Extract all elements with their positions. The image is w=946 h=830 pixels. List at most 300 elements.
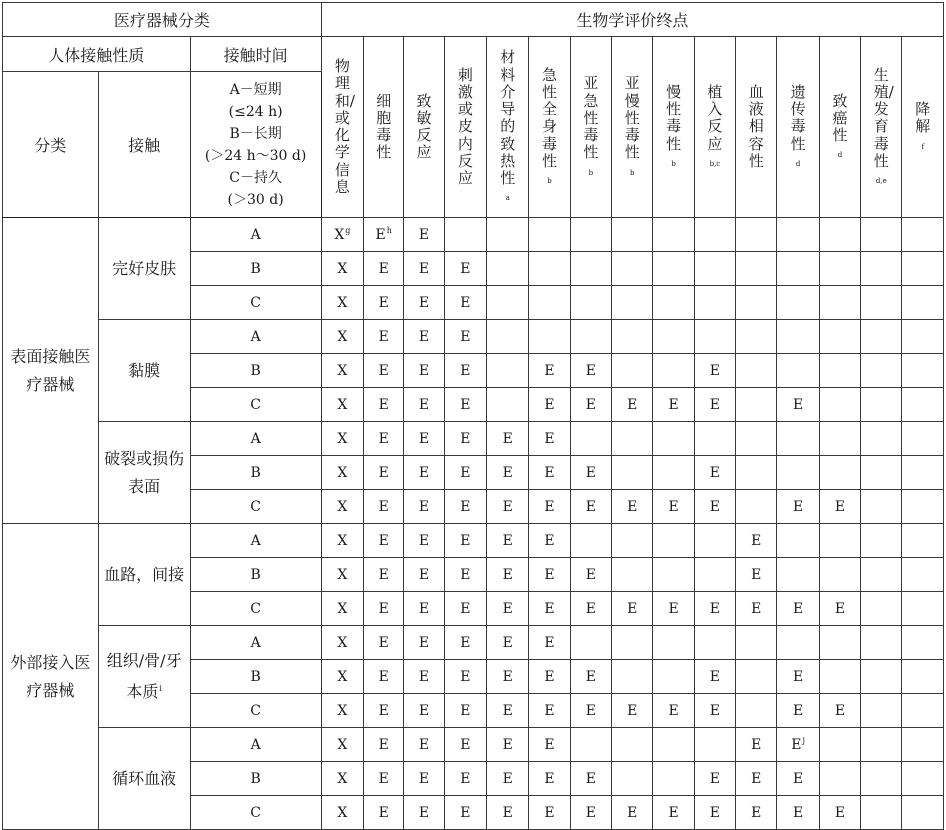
- cell-mark-text: E: [418, 498, 430, 515]
- cell-mark-text: X: [337, 804, 348, 821]
- endpoint-label: 血液相容性: [748, 82, 764, 170]
- endpoint-cell: [777, 558, 819, 592]
- cell-mark-text: E: [378, 498, 389, 515]
- endpoint-cell: [570, 490, 611, 524]
- cell-mark-text: X: [337, 634, 348, 651]
- cell-mark-text: E: [834, 498, 846, 515]
- cell-mark-text: E: [460, 430, 471, 447]
- endpoint-header-acute-systemic: [529, 37, 570, 218]
- endpoint-cell: [777, 286, 819, 320]
- cell-mark-text: E: [378, 532, 389, 549]
- endpoint-cell: [861, 218, 902, 252]
- footnote-marker: h: [386, 226, 392, 235]
- cell-mark-text: E: [418, 430, 430, 447]
- cell-mark-text: X: [337, 600, 348, 617]
- duration-cell: A: [190, 422, 321, 456]
- endpoint-cell: [777, 218, 819, 252]
- endpoint-cell: [444, 252, 486, 286]
- endpoint-header-reproductive: [861, 37, 902, 218]
- endpoint-cell: [364, 320, 404, 354]
- endpoint-cell: [819, 388, 860, 422]
- endpoint-cell: [612, 490, 653, 524]
- cell-mark-text: E: [751, 804, 762, 821]
- duration-cell: B: [190, 558, 321, 592]
- endpoint-cell: [570, 286, 611, 320]
- endpoint-cell: [694, 456, 735, 490]
- endpoint-cell: [570, 422, 611, 456]
- cell-mark-text: E: [378, 600, 389, 617]
- endpoint-cell: [364, 592, 404, 626]
- endpoint-cell: [487, 558, 529, 592]
- duration-cell: A: [190, 218, 321, 252]
- duration-cell: B: [190, 456, 321, 490]
- endpoint-cell: [444, 218, 486, 252]
- endpoint-cell: [570, 796, 611, 830]
- endpoint-header-genotoxicity: [777, 37, 819, 218]
- endpoint-cell: [529, 524, 570, 558]
- endpoint-cell: [612, 422, 653, 456]
- endpoint-cell: [819, 592, 860, 626]
- cell-mark-text: X: [337, 702, 348, 719]
- endpoint-cell: [653, 728, 694, 762]
- cell-mark-text: E: [544, 804, 555, 821]
- duration-cell: C: [190, 796, 321, 830]
- endpoint-cell: [321, 354, 363, 388]
- cell-mark-text: E: [792, 804, 804, 821]
- endpoint-cell: [653, 490, 694, 524]
- endpoint-cell: [487, 490, 529, 524]
- cell-mark-text: E: [418, 362, 430, 379]
- endpoint-cell: [321, 796, 363, 830]
- cell-mark-text: X: [337, 736, 348, 753]
- cell-mark-text: E: [791, 737, 802, 753]
- cell-mark-text: E: [585, 600, 596, 617]
- cell-mark-text: X: [337, 362, 348, 379]
- cell-mark-text: E: [418, 770, 430, 787]
- endpoint-cell: [653, 286, 694, 320]
- endpoint-cell: [861, 796, 902, 830]
- endpoint-label: 物理和/或化学信息: [334, 57, 355, 196]
- endpoint-cell: [612, 558, 653, 592]
- endpoint-cell: [902, 388, 944, 422]
- endpoint-label: 细胞毒性: [376, 91, 392, 162]
- endpoint-cell: [694, 252, 735, 286]
- endpoint-cell: [819, 354, 860, 388]
- endpoint-cell: [819, 218, 860, 252]
- cell-mark-text: E: [418, 736, 430, 753]
- contact-type-label: 组织/骨/牙本质: [106, 651, 182, 701]
- endpoint-header-irritation: [444, 37, 486, 218]
- endpoint-cell: [861, 320, 902, 354]
- endpoint-cell: [444, 490, 486, 524]
- endpoint-cell: [404, 456, 444, 490]
- endpoint-cell: [694, 626, 735, 660]
- cell-mark-text: E: [668, 396, 679, 413]
- endpoint-cell: [404, 626, 444, 660]
- cell-mark-text: E: [585, 804, 596, 821]
- endpoint-cell: [364, 490, 404, 524]
- cell-mark-text: E: [460, 634, 471, 651]
- endpoint-cell: [487, 626, 529, 660]
- cell-mark-text: E: [792, 702, 804, 719]
- endpoint-cell: [736, 592, 777, 626]
- cell-mark-text: E: [627, 600, 638, 617]
- endpoint-cell: [653, 354, 694, 388]
- endpoint-label: 急性全身毒性b: [542, 65, 558, 186]
- endpoint-cell: [364, 218, 404, 252]
- endpoint-cell: [736, 694, 777, 728]
- cell-mark-text: E: [460, 804, 471, 821]
- endpoint-cell: [321, 456, 363, 490]
- endpoint-cell: [321, 490, 363, 524]
- endpoint-cell: [321, 660, 363, 694]
- endpoint-cell: [321, 762, 363, 796]
- endpoint-cell: [612, 796, 653, 830]
- contact-type-cell: [98, 626, 190, 728]
- endpoint-cell: [444, 660, 486, 694]
- endpoint-cell: [694, 592, 735, 626]
- endpoint-cell: [819, 286, 860, 320]
- footnote-marker: j: [802, 736, 805, 745]
- duration-cell: B: [190, 660, 321, 694]
- endpoint-cell: [321, 728, 363, 762]
- footnote-marker: i: [159, 684, 162, 693]
- endpoint-label: 致敏反应: [416, 91, 432, 162]
- cell-mark-text: E: [544, 362, 555, 379]
- endpoint-cell: [694, 320, 735, 354]
- endpoint-cell: [902, 558, 944, 592]
- cell-mark-text: E: [544, 668, 555, 685]
- endpoint-cell: [364, 558, 404, 592]
- endpoint-cell: [487, 252, 529, 286]
- endpoint-cell: [653, 524, 694, 558]
- endpoint-cell: [819, 320, 860, 354]
- endpoint-cell: [612, 694, 653, 728]
- contact-type-label: 循环血液: [112, 768, 177, 788]
- cell-mark-text: E: [502, 600, 513, 617]
- endpoint-cell: [570, 694, 611, 728]
- cell-mark-text: E: [375, 227, 386, 243]
- endpoint-cell: [444, 694, 486, 728]
- contact-type-label: 完好皮肤: [112, 258, 177, 278]
- endpoint-cell: [902, 796, 944, 830]
- endpoint-cell: [819, 626, 860, 660]
- endpoint-cell: [487, 388, 529, 422]
- cell-mark-text: E: [627, 702, 638, 719]
- cell-mark-text: E: [418, 532, 430, 549]
- endpoint-cell: [694, 660, 735, 694]
- endpoint-cell: [653, 592, 694, 626]
- endpoint-cell: [487, 354, 529, 388]
- endpoint-cell: [694, 558, 735, 592]
- endpoint-cell: [487, 524, 529, 558]
- cell-mark-text: E: [792, 668, 804, 685]
- endpoint-cell: [364, 660, 404, 694]
- cell-mark-text: E: [378, 566, 389, 583]
- cell-mark-text: E: [502, 498, 513, 515]
- endpoint-cell: [819, 694, 860, 728]
- endpoint-cell: [736, 728, 777, 762]
- cell-mark-text: E: [460, 260, 471, 277]
- cell-mark-text: E: [668, 498, 679, 515]
- table-row: [3, 422, 944, 456]
- endpoint-cell: [529, 592, 570, 626]
- cell-mark-text: X: [337, 566, 348, 583]
- cell-mark-text: E: [544, 464, 555, 481]
- endpoint-header-degradation: [902, 37, 944, 218]
- cell-mark-text: E: [709, 770, 721, 787]
- cell-mark-text: E: [418, 464, 430, 481]
- cell-mark-text: E: [418, 294, 430, 311]
- endpoint-cell: [570, 218, 611, 252]
- endpoint-cell: [694, 796, 735, 830]
- endpoint-cell: [570, 320, 611, 354]
- endpoint-header-hemocompatibility: [736, 37, 777, 218]
- endpoint-cell: [777, 320, 819, 354]
- duration-cell: A: [190, 626, 321, 660]
- endpoint-cell: [736, 490, 777, 524]
- endpoint-cell: [653, 660, 694, 694]
- device-classification-header: 医疗器械分类: [3, 3, 322, 37]
- endpoint-cell: [487, 456, 529, 490]
- endpoint-cell: [819, 558, 860, 592]
- endpoint-cell: [321, 252, 363, 286]
- cell-mark-text: X: [337, 396, 348, 413]
- endpoint-cell: [487, 422, 529, 456]
- duration-cell: C: [190, 286, 321, 320]
- endpoint-header-sensitization: [404, 37, 444, 218]
- endpoint-cell: [902, 252, 944, 286]
- cell-mark-text: E: [544, 532, 555, 549]
- cell-mark-text: E: [418, 804, 430, 821]
- endpoint-label: 植入反应b,c: [707, 82, 723, 168]
- cell-mark-text: E: [418, 634, 430, 651]
- endpoint-header-physical-chemical: [321, 37, 363, 218]
- endpoint-cell: [777, 524, 819, 558]
- endpoint-cell: [570, 456, 611, 490]
- endpoint-cell: [777, 694, 819, 728]
- endpoint-cell: [404, 796, 444, 830]
- endpoint-header-subacute: [570, 37, 611, 218]
- endpoint-cell: [819, 456, 860, 490]
- endpoint-cell: [444, 456, 486, 490]
- cell-mark-text: E: [668, 600, 679, 617]
- endpoint-cell: [487, 320, 529, 354]
- contact-type-label: 破裂或损伤表面: [104, 448, 185, 496]
- cell-mark-text: E: [460, 328, 471, 345]
- cell-mark-text: E: [751, 566, 762, 583]
- cell-mark-text: E: [460, 498, 471, 515]
- footnote-marker: g: [345, 226, 351, 235]
- endpoint-cell: [529, 354, 570, 388]
- endpoint-cell: [444, 592, 486, 626]
- endpoint-cell: [902, 524, 944, 558]
- contact-type-cell: [98, 728, 190, 830]
- duration-cell: C: [190, 592, 321, 626]
- cell-mark-text: E: [792, 770, 804, 787]
- cell-mark-text: E: [418, 260, 430, 277]
- cell-mark-text: E: [709, 396, 721, 413]
- duration-cell: A: [190, 320, 321, 354]
- endpoint-cell: [444, 728, 486, 762]
- endpoint-cell: [444, 422, 486, 456]
- endpoint-cell: [321, 388, 363, 422]
- endpoint-cell: [487, 796, 529, 830]
- cell-mark-text: E: [709, 464, 721, 481]
- contact-type-label: 黏膜: [128, 360, 161, 380]
- device-category-cell: 外部接入医疗器械: [3, 524, 99, 830]
- cell-mark-text: E: [502, 464, 513, 481]
- category-header: 分类: [3, 72, 99, 218]
- table-row: [3, 524, 944, 558]
- endpoint-cell: [529, 626, 570, 660]
- endpoint-cell: [736, 286, 777, 320]
- endpoint-cell: [364, 286, 404, 320]
- endpoint-cell: [570, 728, 611, 762]
- cell-mark-text: X: [337, 464, 348, 481]
- cell-mark-text: E: [792, 396, 804, 413]
- endpoint-cell: [364, 524, 404, 558]
- cell-mark-text: E: [585, 498, 596, 515]
- endpoint-cell: [777, 796, 819, 830]
- cell-mark-text: E: [378, 464, 389, 481]
- endpoint-cell: [364, 796, 404, 830]
- cell-mark-text: E: [502, 804, 513, 821]
- endpoint-cell: [819, 660, 860, 694]
- cell-mark-text: E: [502, 566, 513, 583]
- endpoint-header-chronic: [653, 37, 694, 218]
- endpoint-cell: [529, 558, 570, 592]
- endpoint-cell: [736, 354, 777, 388]
- endpoint-cell: [777, 456, 819, 490]
- cell-mark-text: E: [378, 634, 389, 651]
- cell-mark-text: E: [418, 226, 430, 243]
- contact-type-cell: [98, 218, 190, 320]
- device-category-cell: 表面接触医疗器械: [3, 218, 99, 524]
- endpoint-cell: [321, 286, 363, 320]
- endpoint-cell: [777, 354, 819, 388]
- endpoint-label: 亚慢性毒性b: [624, 74, 640, 177]
- endpoint-cell: [736, 660, 777, 694]
- endpoint-cell: [736, 762, 777, 796]
- endpoint-cell: [529, 762, 570, 796]
- cell-mark-text: E: [378, 430, 389, 447]
- endpoint-cell: [570, 592, 611, 626]
- endpoint-cell: [777, 252, 819, 286]
- endpoint-cell: [612, 252, 653, 286]
- endpoint-cell: [902, 762, 944, 796]
- endpoint-cell: [694, 388, 735, 422]
- endpoint-label: 材料介导的致热性a: [500, 48, 516, 203]
- cell-mark-text: E: [668, 702, 679, 719]
- duration-cell: B: [190, 252, 321, 286]
- cell-mark-text: E: [544, 736, 555, 753]
- endpoint-cell: [653, 626, 694, 660]
- cell-mark-text: E: [378, 396, 389, 413]
- endpoint-cell: [487, 592, 529, 626]
- table-row: [3, 728, 944, 762]
- cell-mark-text: E: [378, 736, 389, 753]
- cell-mark-text: E: [460, 294, 471, 311]
- endpoint-cell: [861, 422, 902, 456]
- endpoint-cell: [736, 626, 777, 660]
- contact-type-label: 血路，间接: [104, 564, 185, 584]
- endpoint-label: 生殖/发育毒性d,e: [873, 65, 894, 186]
- cell-mark-text: E: [544, 770, 555, 787]
- endpoint-cell: [736, 558, 777, 592]
- cell-mark-text: E: [709, 362, 721, 379]
- endpoint-cell: [487, 694, 529, 728]
- endpoint-cell: [902, 218, 944, 252]
- contact-header: 接触: [98, 72, 190, 218]
- endpoint-cell: [861, 388, 902, 422]
- cell-mark-text: E: [751, 736, 762, 753]
- endpoint-label: 慢性毒性b: [666, 82, 682, 168]
- cell-mark-text: E: [502, 430, 513, 447]
- endpoint-cell: [612, 762, 653, 796]
- endpoint-cell: [777, 388, 819, 422]
- table-body: [3, 218, 944, 830]
- cell-mark-text: E: [544, 430, 555, 447]
- endpoint-cell: [736, 320, 777, 354]
- endpoint-cell: [444, 354, 486, 388]
- cell-mark-text: E: [460, 566, 471, 583]
- endpoint-cell: [902, 660, 944, 694]
- endpoint-header-subchronic: [612, 37, 653, 218]
- cell-mark-text: E: [460, 362, 471, 379]
- endpoint-cell: [736, 524, 777, 558]
- endpoint-cell: [570, 762, 611, 796]
- cell-mark-text: E: [502, 770, 513, 787]
- cell-mark-text: E: [585, 396, 596, 413]
- cell-mark-text: E: [378, 804, 389, 821]
- cell-mark-text: E: [709, 702, 721, 719]
- cell-mark-text: E: [709, 600, 721, 617]
- endpoint-cell: [861, 490, 902, 524]
- endpoint-cell: [364, 694, 404, 728]
- endpoint-cell: [404, 286, 444, 320]
- endpoint-cell: [612, 592, 653, 626]
- cell-mark-text: E: [585, 668, 596, 685]
- endpoint-cell: [487, 762, 529, 796]
- endpoint-cell: [902, 320, 944, 354]
- cell-mark-text: E: [460, 464, 471, 481]
- cell-mark-text: E: [627, 396, 638, 413]
- endpoint-cell: [736, 456, 777, 490]
- endpoint-cell: [404, 320, 444, 354]
- endpoint-cell: [777, 762, 819, 796]
- cell-mark-text: E: [751, 770, 762, 787]
- endpoint-cell: [404, 524, 444, 558]
- cell-mark-text: E: [418, 328, 430, 345]
- endpoint-cell: [861, 762, 902, 796]
- endpoint-cell: [487, 728, 529, 762]
- endpoint-cell: [694, 490, 735, 524]
- endpoint-cell: [777, 660, 819, 694]
- endpoint-cell: [404, 422, 444, 456]
- endpoint-cell: [570, 252, 611, 286]
- endpoint-cell: [819, 490, 860, 524]
- cell-mark-text: E: [751, 532, 762, 549]
- endpoint-cell: [736, 218, 777, 252]
- endpoint-cell: [653, 694, 694, 728]
- endpoint-cell: [570, 626, 611, 660]
- endpoint-cell: [653, 218, 694, 252]
- cell-mark-text: E: [418, 668, 430, 685]
- duration-description: A－短期 (≤24 h) B－长期 (＞24 h～30 d) C－持久 (＞30 d): [190, 72, 321, 218]
- cell-mark-text: E: [378, 294, 389, 311]
- cell-mark-text: E: [418, 396, 430, 413]
